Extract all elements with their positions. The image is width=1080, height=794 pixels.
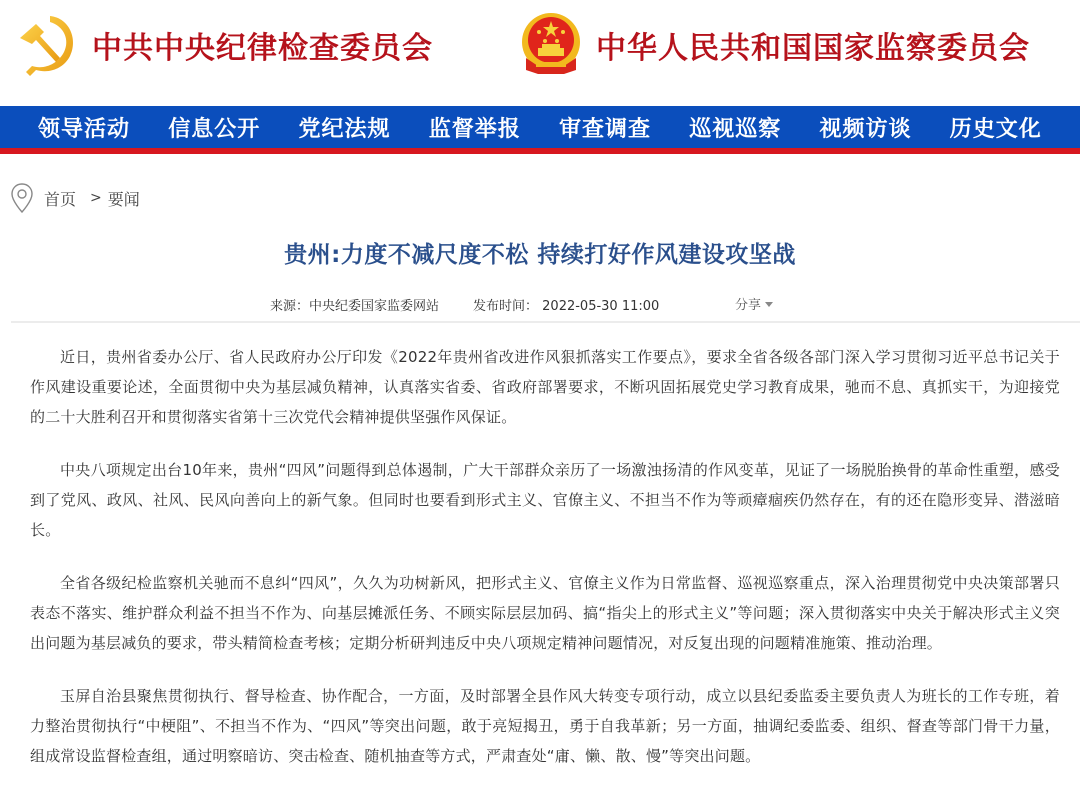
nav-item-inspection[interactable]: 巡视巡察 [689,115,782,142]
party-emblem-icon [14,10,80,80]
nav-red-stripe [0,148,1080,154]
location-pin-icon [10,183,34,213]
article-meta [270,295,659,314]
article-paragraph: 近日，贵州省委办公厅、省人民政府办公厅印发《2022年贵州省改进作风狠抓落实工作要点》，要求全省各级各部门深入学习贯彻习近平总书记关于作风建设重要论述，全面贯彻中央为基层减负精神，认真落实省委、省政府部署要求，不断巩固拓展党史学习教育成果，驰而不息、真抓实干，为迎接党的二十大胜利召开和贯彻落实省第十三次党代会精神提供坚强作风保证。 [30,348,1060,426]
breadcrumb [10,183,140,213]
ccdi-brand[interactable] [14,10,433,80]
nav-item-info-disclosure[interactable]: 信息公开 [168,115,261,142]
breadcrumb-home[interactable]: 首页 [44,189,77,209]
share-dropdown[interactable] [735,294,773,313]
breadcrumb-separator: > [90,190,102,206]
share-label: 分享 [735,298,762,313]
chevron-down-icon [765,302,773,307]
article-paragraph: 中央八项规定出台10年来，贵州“四风”问题得到总体遏制，广大干部群众亲历了一场激浊扬清的作风变革，见证了一场脱胎换骨的革命性重塑，感受到了党风、政风、社风、民风向善向上的新气象。但同时也要看到形式主义、官僚主义、不担当不作为等顽瘴痼疾仍然存在，有的还在隐形变异、潜滋暗长。 [30,461,1060,539]
nav-item-supervision-report[interactable]: 监督举报 [428,115,521,142]
nsc-brand[interactable] [518,10,1030,80]
article-paragraph: 玉屏自治县聚焦贯彻执行、督导检查、协作配合，一方面，及时部署全县作风大转变专项行动，成立以县纪委监委主要负责人为班长的工作专班，着力整治贯彻执行“中梗阻”、不担当不作为、“四风”等突出问题，敢于亮短揭丑，勇于自我革新；另一方面，抽调纪委监委、组织、督查等部门骨干力量，组成常设监督检查组，通过明察暗访、突击检查、随机抽查等方式，严肃查处“庸、懒、散、慢”等突出问题。 [30,687,1060,765]
article-title: 贵州:力度不减尺度不松 持续打好作风建设攻坚战 [284,242,796,268]
article-publish-time: 发布时间： 2022-05-30 11:00 [473,299,660,314]
nav-item-history-culture[interactable]: 历史文化 [949,115,1042,142]
meta-divider [11,321,1080,323]
nav-item-investigation[interactable]: 审查调查 [559,115,652,142]
site-header [0,0,1080,106]
ccdi-title: 中共中央纪律检查委员会 [92,31,433,66]
article-paragraph: 全省各级纪检监察机关驰而不息纠“四风”，久久为功树新风，把形式主义、官僚主义作为日常监督、巡视巡察重点，深入治理贯彻党中央决策部署只表态不落实、维护群众利益不担当不作为、向基层摊派任务、不顾实际层层加码、搞“指尖上的形式主义”等问题；深入贯彻落实中央关于解决形式主义突出问题为基层减负的要求，带头精简检查考核；定期分析研判违反中央八项规定精神问题情况，对反复出现的问题精准施策、推动治理。 [30,574,1060,652]
national-emblem-icon [518,10,584,80]
main-nav [0,106,1080,148]
article-source: 来源：中央纪委国家监委网站 [270,299,440,314]
breadcrumb-current[interactable]: 要闻 [107,189,140,209]
nav-item-video-interviews[interactable]: 视频访谈 [819,115,912,142]
nav-item-party-regulations[interactable]: 党纪法规 [298,115,391,142]
nav-item-leadership[interactable]: 领导活动 [38,115,131,142]
nsc-title: 中华人民共和国国家监察委员会 [596,31,1030,66]
article-body [30,342,1060,794]
